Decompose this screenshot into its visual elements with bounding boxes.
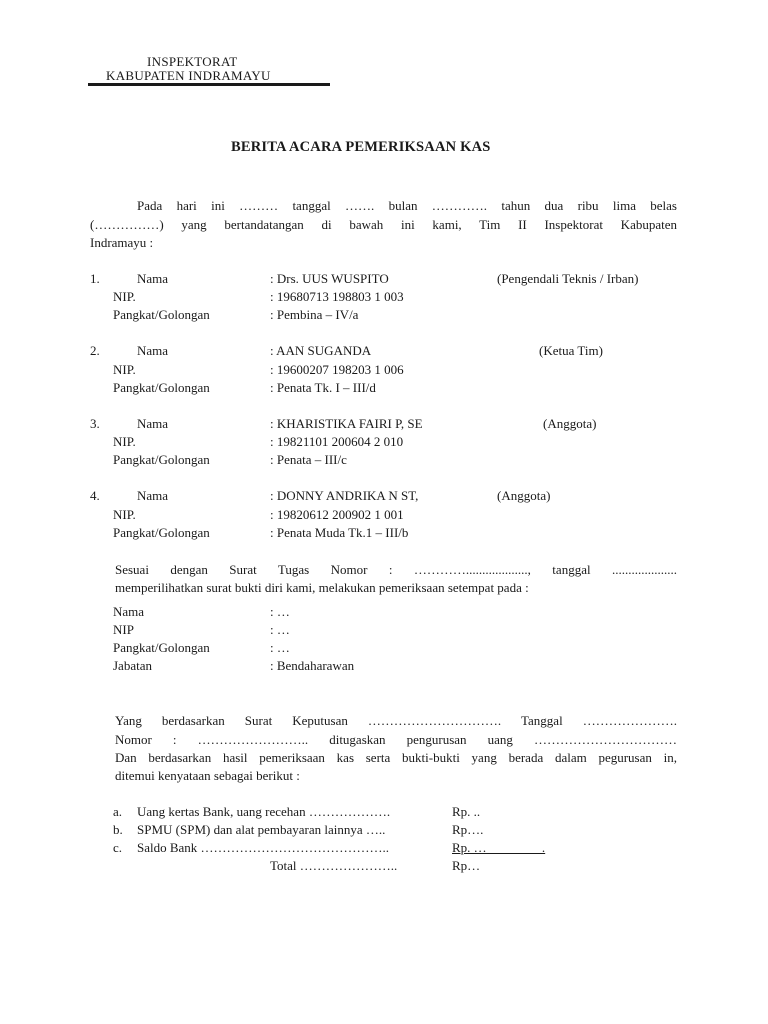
finding-letter: c. [113, 840, 123, 855]
member-nama-value: : KHARISTIKA FAIRI P, SE [270, 416, 423, 431]
member-role: (Anggota) [497, 488, 551, 503]
examinee-label: NIP [113, 622, 134, 637]
examinee-value: : … [270, 604, 290, 619]
surat-tugas-line-2: memperilihatkan surat bukti diri kami, melakukan pemeriksaan setempat pada : [115, 580, 529, 595]
member-number: 2. [90, 343, 100, 358]
member-pangkat-value: : Pembina – IV/a [270, 307, 359, 322]
member-nip-label: NIP. [113, 434, 136, 449]
header-rule [88, 83, 330, 86]
member-nip-label: NIP. [113, 362, 136, 377]
finding-letter: b. [113, 822, 123, 837]
finding-text: Saldo Bank …………………………………….. [137, 840, 390, 855]
keputusan-line-2: Nomor : …………………….. ditugaskan pengurusan uang …………………………… [115, 732, 677, 747]
member-pangkat-label: Pangkat/Golongan [113, 525, 210, 540]
member-pangkat-label: Pangkat/Golongan [113, 452, 210, 467]
keputusan-line-3: Dan berdasarkan hasil pemeriksaan kas serta bukti-bukti yang berada dalam pegurusan in, [115, 750, 677, 765]
member-pangkat-label: Pangkat/Golongan [113, 380, 210, 395]
examinee-label: Pangkat/Golongan [113, 640, 210, 655]
org-name-line1: INSPEKTORAT [147, 54, 238, 69]
surat-tugas-line-1: Sesuai dengan Surat Tugas Nomor : …………..................., tanggal .................... [115, 562, 677, 577]
member-pangkat-value: : Penata Muda Tk.1 – III/b [270, 525, 409, 540]
member-role: (Anggota) [543, 416, 597, 431]
member-nama-label: Nama [137, 271, 169, 286]
member-nip-value: : 19820612 200902 1 001 [270, 507, 404, 522]
finding-text: Uang kertas Bank, uang recehan ………………. [137, 804, 391, 819]
examinee-label: Nama [113, 604, 145, 619]
member-role: (Pengendali Teknis / Irban) [497, 271, 639, 286]
examinee-value: : Bendaharawan [270, 658, 355, 673]
member-nip-label: NIP. [113, 289, 136, 304]
keputusan-line-1: Yang berdasarkan Surat Keputusan …………………………. Tanggal …………………. [115, 713, 677, 728]
member-nama-value: : AAN SUGANDA [270, 343, 372, 358]
org-name-line2: KABUPATEN INDRAMAYU [106, 68, 271, 83]
member-pangkat-label: Pangkat/Golongan [113, 307, 210, 322]
member-nip-value: : 19821101 200604 2 010 [270, 434, 404, 449]
member-pangkat-value: : Penata – III/c [270, 452, 347, 467]
member-nip-value: : 19680713 198803 1 003 [270, 289, 404, 304]
member-role: (Ketua Tim) [539, 343, 603, 358]
document-title: BERITA ACARA PEMERIKSAAN KAS [231, 139, 491, 155]
member-pangkat-value: : Penata Tk. I – III/d [270, 380, 376, 395]
examinee-label: Jabatan [113, 658, 152, 673]
total-amount: Rp… [452, 858, 481, 873]
member-nip-label: NIP. [113, 507, 136, 522]
intro-line-3: Indramayu : [90, 235, 154, 250]
finding-amount: Rp. … . [452, 840, 546, 855]
intro-line-2: (……………) yang bertandatangan di bawah ini kami, Tim II Inspektorat Kabupaten [90, 217, 677, 232]
finding-amount: Rp…. [452, 822, 484, 837]
member-nama-label: Nama [137, 416, 169, 431]
member-number: 1. [90, 271, 100, 286]
member-nip-value: : 19600207 198203 1 006 [270, 362, 404, 377]
examinee-value: : … [270, 622, 290, 637]
finding-letter: a. [113, 804, 123, 819]
member-nama-label: Nama [137, 343, 169, 358]
examinee-value: : … [270, 640, 290, 655]
intro-line-1: Pada hari ini ……… tanggal ……. bulan …………. tahun dua ribu lima belas [137, 198, 677, 213]
finding-text: SPMU (SPM) dan alat pembayaran lainnya ….. [137, 822, 386, 837]
member-nama-value: : Drs. UUS WUSPITO [270, 271, 389, 286]
total-label: Total ………………….. [270, 858, 398, 873]
member-number: 3. [90, 416, 100, 431]
member-nama-value: : DONNY ANDRIKA N ST, [270, 488, 419, 503]
member-nama-label: Nama [137, 488, 169, 503]
finding-amount: Rp. .. [452, 804, 481, 819]
keputusan-line-4: ditemui kenyataan sebagai berikut : [115, 768, 300, 783]
member-number: 4. [90, 488, 100, 503]
